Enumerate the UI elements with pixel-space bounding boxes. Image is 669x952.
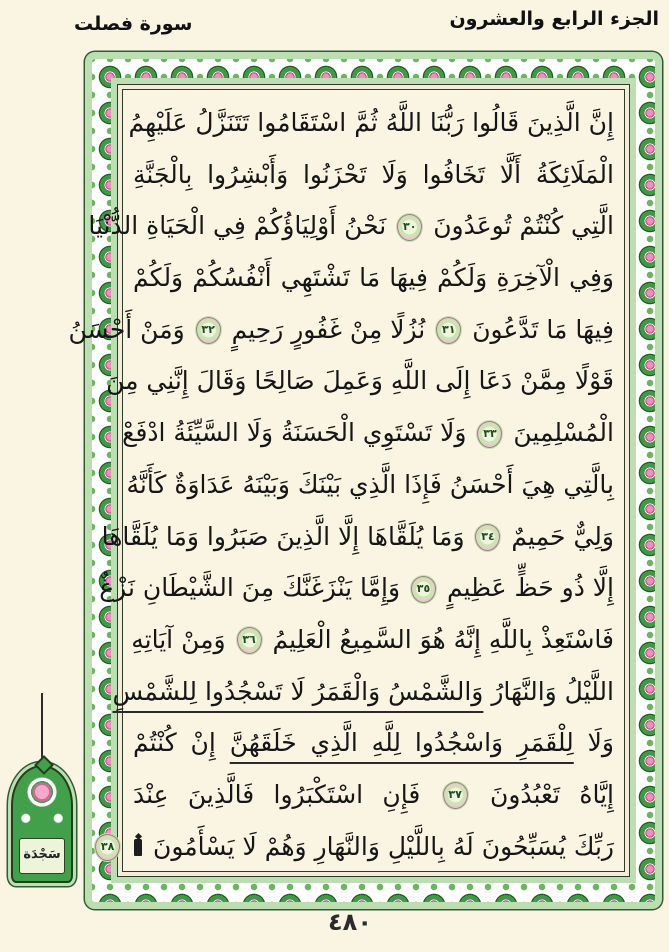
quran-line-text: وَلَا تَسْتَوِي الْحَسَنَةُ وَلَا السَّيِّئَةُ ادْفَعْ: [122, 418, 467, 448]
quran-line: [100, 821, 614, 873]
quran-line-text: وَمَا يُلَقَّاهَا إِلَّا الَّذِينَ صَبَرُوا وَمَا يُلَقَّاهَا: [101, 521, 465, 551]
quran-line: [88, 200, 614, 252]
quran-line-text: إِلَّا ذُو حَظٍّ عَظِيمٍ: [446, 573, 614, 603]
verse-number-medallion: ٣٢: [196, 317, 221, 344]
quran-line: [133, 252, 614, 304]
quran-line-text: قَوْلًا مِمَّنْ دَعَا إِلَى اللَّهِ وَعَمِلَ صَالِحًا وَقَالَ إِنَّنِي مِنَ: [106, 366, 614, 396]
quran-line: [133, 149, 614, 201]
verse-number-medallion: ٣١: [436, 317, 461, 344]
sajdah-marker-label: سَجْدَة: [19, 838, 65, 874]
quran-line: [128, 97, 614, 149]
sajdah-sign-icon: [134, 839, 142, 856]
verse-number-medallion: ٣٤: [475, 524, 500, 551]
quran-line-text: وَلَا: [587, 728, 614, 758]
quran-line-text: وَفِي الْآخِرَةِ وَلَكُمْ فِيهَا مَا تَشْتَهِي أَنْفُسُكُمْ وَلَكُمْ: [133, 263, 614, 293]
quran-line: [68, 304, 614, 356]
quran-line: [99, 562, 614, 614]
quran-line: [126, 459, 614, 511]
verse-number-medallion: ٣٧: [443, 782, 468, 809]
quran-line-text: فَإِنِ اسْتَكْبَرُوا فَالَّذِينَ عِنْدَ: [133, 779, 421, 809]
sajdah-marker-line: [41, 693, 43, 765]
juz-title: الجزء الرابع والعشرون: [449, 8, 659, 30]
quran-line: [122, 407, 614, 459]
quran-line-text: نُزُلًا مِنْ غَفُورٍ رَحِيمٍ: [231, 314, 426, 344]
ornamental-border-frame: [68, 52, 662, 909]
sajdah-margin-marker: [9, 693, 75, 883]
page-text-panel: [68, 89, 625, 872]
quran-line-text: لِلْقَمَرِ وَاسْجُدُوا لِلَّهِ الَّذِي خَلَقَهُنَّ: [229, 728, 574, 758]
quran-line-text: بِالَّتِي هِيَ أَحْسَنُ فَإِذَا الَّذِي بَيْنَكَ وَبَيْنَهُ عَدَاوَةٌ كَأَنَّهُ: [126, 469, 614, 499]
quran-line: [112, 666, 614, 718]
quran-line-text: الْمُسْلِمِينَ: [513, 418, 614, 448]
quran-line: [133, 769, 614, 821]
surah-title: سورة فصلت: [74, 13, 193, 35]
quran-line-text: اللَّيْلُ وَالنَّهَارُ: [491, 676, 614, 706]
quran-line-text: وَلِيٌّ حَمِيمٌ: [511, 521, 614, 551]
quran-line: [133, 614, 614, 666]
quran-line-text: وَالشَّمْسُ وَالْقَمَرُ لَا تَسْجُدُوا لِلشَّمْسِ: [112, 676, 484, 706]
quran-line-text: وَمِنْ آيَاتِهِ: [131, 624, 226, 654]
quran-line-text: وَمَنْ أَحْسَنُ: [68, 314, 185, 344]
quran-line: [133, 717, 614, 769]
quran-text-block: [68, 97, 614, 864]
quran-line-text: إِنْ كُنْتُمْ: [133, 728, 216, 758]
verse-number-medallion: ٣٨: [95, 834, 120, 861]
quran-line-text: فِيهَا مَا تَدَّعُونَ: [472, 314, 614, 344]
quran-line-text: فَاسْتَعِذْ بِاللَّهِ إِنَّهُ هُوَ السَّمِيعُ الْعَلِيمُ: [272, 624, 614, 654]
quran-line-text: إِيَّاهُ تَعْبُدُونَ: [489, 779, 614, 809]
quran-line: [106, 355, 614, 407]
quran-line-text: الَّتِي كُنْتُمْ تُوعَدُونَ: [433, 211, 614, 241]
quran-line-text: وَإِمَّا يَنْزَغَنَّكَ مِنَ الشَّيْطَانِ نَزْغٌ: [99, 573, 401, 603]
verse-number-medallion: ٣٥: [411, 576, 436, 603]
quran-line-text: نَحْنُ أَوْلِيَاؤُكُمْ فِي الْحَيَاةِ الدُّنْيَا: [88, 211, 387, 241]
quran-line: [101, 511, 614, 563]
quran-line-text: إِنَّ الَّذِينَ قَالُوا رَبُّنَا اللَّهُ ثُمَّ اسْتَقَامُوا تَتَنَزَّلُ عَلَيْهِمُ: [128, 108, 614, 137]
quran-line-text: رَبِّكَ يُسَبِّحُونَ لَهُ بِاللَّيْلِ وَالنَّهَارِ وَهُمْ لَا يَسْأَمُونَ: [153, 831, 614, 861]
verse-number-medallion: ٣٦: [237, 627, 262, 654]
sajdah-dome-icon: [11, 765, 73, 883]
verse-number-medallion: ٣٠: [397, 214, 422, 241]
verse-number-medallion: ٣٣: [477, 421, 502, 448]
quran-line-text: الْمَلَائِكَةُ أَلَّا تَخَافُوا وَلَا تَحْزَنُوا وَأَبْشِرُوا بِالْجَنَّةِ: [133, 159, 614, 189]
page-number: ٤٨٠: [328, 908, 372, 936]
